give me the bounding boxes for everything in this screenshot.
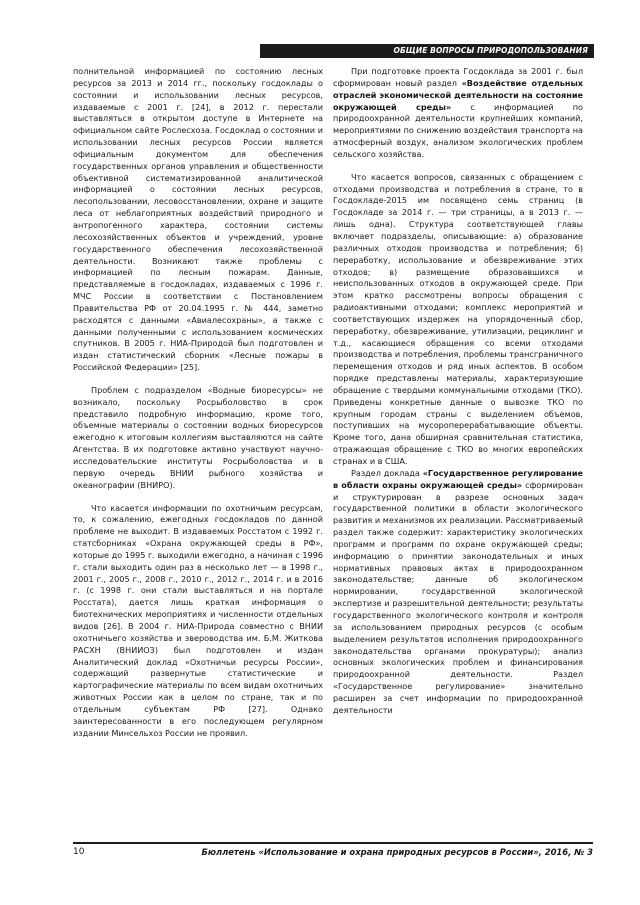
journal-title: Бюллетень «Использование и охрана природных ресурсов в России», 2016, № 3	[201, 847, 593, 857]
right-column	[333, 66, 583, 836]
section-title-impact: «Воздействие отдельных отраслей экономической деятельности на состояние окружающей среды»	[333, 77, 583, 112]
right-p3-lead: Раздел доклада	[351, 467, 423, 478]
right-paragraph-2: Что касается вопросов, связанных с обращением с отходами производства и потребления в стране, то в Госдокладе-2015 им посвящено семь страниц (в Госдокладе за 2014 г. — три страницы, а в 2013 г. — лишь одна). Структура соответствующей главы включает подразделы, описывающие: а) образование различных отходов производства и потребления; б) переработку, использование и обезвреживание этих отходов; в) размещение образовавшихся и неиспользованных отходов в окружающей среде. При этом кратко рассмотрены вопросы обращения с радиоактивными отходами; комплекс мероприятий и соответствующих издержек на упорядоченный сбор, переработку, обезвреживание, утилизации, рециклинг и т.д., касающиеся обращения со всеми отходами производства и потребления, проблемы трансграничного перемещения отходов и ряд иных аспектов. В особом порядке представлены материалы, характеризующие обращение с твердыми коммунальными отходами (ТКО). Приведены конкретные данные о вывозке ТКО по крупным городам страны с выделением объемов, поступивших на мусороперерабатывающие объекты. Кроме того, дана обширная сравнительная статистика, отражающая обращение с ТКО во многих европейских странах и в США.	[333, 171, 583, 466]
section-title-regulation: «Государственное регулирование в области охраны окружающей среды»	[333, 467, 583, 490]
right-p3-rest: сформирован и структурирован в разрезе основных задач государственной политики в области экологического развития и механизмов их реализации. Рассматриваемый раздел также содержит: характеристику экологических программ и программ по охране окружающей среды; информацию о принятии законодательных и иных нормативных правовых актах в природоохранном законодательстве; данные об экологическом нормировании, государственной экологической экспертизе и разрешительной деятельности; результаты государственного экологического контроля и контроля за использованием природных ресурсов (с особым выделением результатов исполнения природоохранного законодательства органами прокуратуры); анализ основных экологических проблем и финансирования природоохранной деятельности. Раздел «Государственное регулирование» значительно расширен за счет информации по природоохранной деятельности	[333, 479, 583, 715]
right-paragraph-1	[333, 66, 583, 161]
right-p1-rest: с информацией по природоохранной деятельности крупнейших компаний, мероприятиями по снижению воздействия транспорта на атмосферный воздух, анализом экологических проблем сельского хозяйства.	[333, 101, 583, 159]
left-paragraph-3: Что касается информации по охотничьим ресурсам, то, к сожалению, ежегодных госдокладов по данной проблеме не выходит. В издаваемых Росстатом с 1992 г. статсборниках «Охрана окружающей среды в РФ», которые до 1995 г. выходили ежегодно, а начиная с 1996 г. стали выходить один раз в несколько лет — в 1998 г., 2001 г., 2005 г., 2008 г., 2010 г., 2012 г., 2014 г. и в 2016 г. (с 1998 г. они стали выставляться и на портале Росстата), дается лишь краткая информация о биотехнических мероприятиях и численности отдельных видов [26]. В 2004 г. НИА-Природа совместно с ВНИИ охотничьего хозяйства и звероводства им. Б.М. Житкова РАСХН (ВНИИОЗ) был подготовлен и издан Аналитический доклад «Охотничьи ресурсы России», содержащий развернутые статистические и картографические материалы по всем видам охотничьих животных России как в целом по стране, так и по отдельным субъектам РФ [27]. Однако заинтересованности в его последующем регулярном издании Минсельхоз России не проявил.	[73, 502, 323, 738]
left-column	[73, 66, 323, 836]
right-p1-lead: При подготовке проекта Госдоклада за 2001 г. был сформирован новый раздел	[333, 66, 583, 88]
left-paragraph-1: полнительной информацией по состоянию лесных ресурсов за 2013 и 2014 гг., поскольку госдоклады о состоянии и использовании лесных ресурсов, издаваемые с 2001 г. [24], в 2012 г. перестали выставляться в открытом доступе в Интернете на официальном сайте Рослесхоза. Госдоклад о состоянии и использовании лесных ресурсов России является официальным документом для обеспечения государственных органов управления и общественности объективной систематизированной аналитической информацией о состоянии лесных ресурсов, лесопользовании, лесовосстановлении, охране и защите леса от неблагоприятных воздействий природного и антропогенного характера, состоянии системы лесохозяйственных объектов и учреждений, уровне государственного обеспечения лесохозяйственной деятельности. Возникают также проблемы с информацией по лесным пожарам. Данные, представляемые в госдокладах, издаваемых с 1996 г. МЧС России в соответствии с Постановлением Правительства РФ от 20.04.1995 г. № 444, заметно расходятся с данными «Авиалесохраны», а также с данными полученными с использованием космических спутников. В 2005 г. НИА-Природой был подготовлен и издан статистический сборник «Лесные пожары в Российской Федерации» [25].	[73, 66, 323, 373]
page-number: 10	[73, 847, 85, 857]
running-head	[260, 44, 594, 58]
left-paragraph-2: Проблем с подразделом «Водные биоресурсы» не возникало, поскольку Росрыболовство в срок представило подробную информацию, кроме того, объемные материалы о состоянии водных биоресурсов ежегодно к итоговым коллегиям выставляются на сайте Агентства. В их подготовке активно участвуют научно-исследовательские институты Росрыболовства и в первую очередь ВНИИ рыбного хозяйства и океанографии (ВНИРО).	[73, 384, 323, 490]
section-title: ОБЩИЕ ВОПРОСЫ ПРИРОДОПОЛЬЗОВАНИЯ	[393, 46, 588, 55]
footer-rule	[73, 842, 593, 844]
right-paragraph-3	[333, 468, 583, 717]
